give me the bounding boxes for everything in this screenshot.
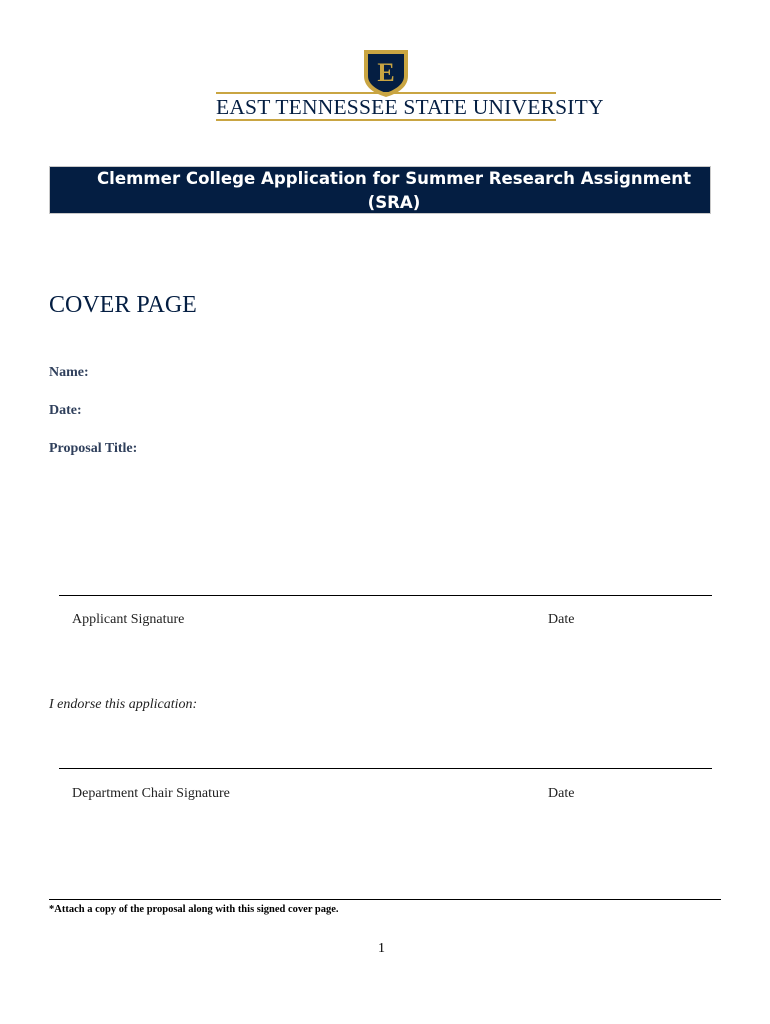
chair-signature-label: Department Chair Signature bbox=[72, 786, 230, 801]
applicant-date-label: Date bbox=[548, 612, 575, 627]
university-logo bbox=[0, 44, 770, 126]
page-number: 1 bbox=[378, 941, 385, 956]
application-title-banner bbox=[49, 166, 711, 214]
name-label: Name: bbox=[49, 365, 89, 380]
date-label: Date: bbox=[49, 403, 82, 418]
footnote: *Attach a copy of the proposal along with this signed cover page. bbox=[49, 904, 339, 915]
logo-letter: E bbox=[377, 58, 395, 87]
banner-title-line2: (SRA) bbox=[367, 193, 421, 212]
endorsement-statement: I endorse this application: bbox=[49, 697, 198, 712]
banner-title-line1: Clemmer College Application for Summer Research Assignment bbox=[96, 169, 692, 188]
logo-top-rule bbox=[216, 92, 556, 94]
chair-date-label: Date bbox=[548, 786, 575, 801]
proposal-title-label: Proposal Title: bbox=[49, 441, 138, 456]
footnote-divider bbox=[49, 899, 721, 900]
logo-bottom-rule bbox=[216, 119, 556, 121]
applicant-signature-line bbox=[59, 595, 712, 596]
chair-signature-line bbox=[59, 768, 712, 769]
shield-emblem-icon bbox=[362, 48, 410, 98]
cover-page-title: COVER PAGE bbox=[49, 292, 197, 318]
applicant-signature-label: Applicant Signature bbox=[72, 612, 185, 627]
university-name: EAST TENNESSEE STATE UNIVERSITY bbox=[216, 95, 604, 119]
